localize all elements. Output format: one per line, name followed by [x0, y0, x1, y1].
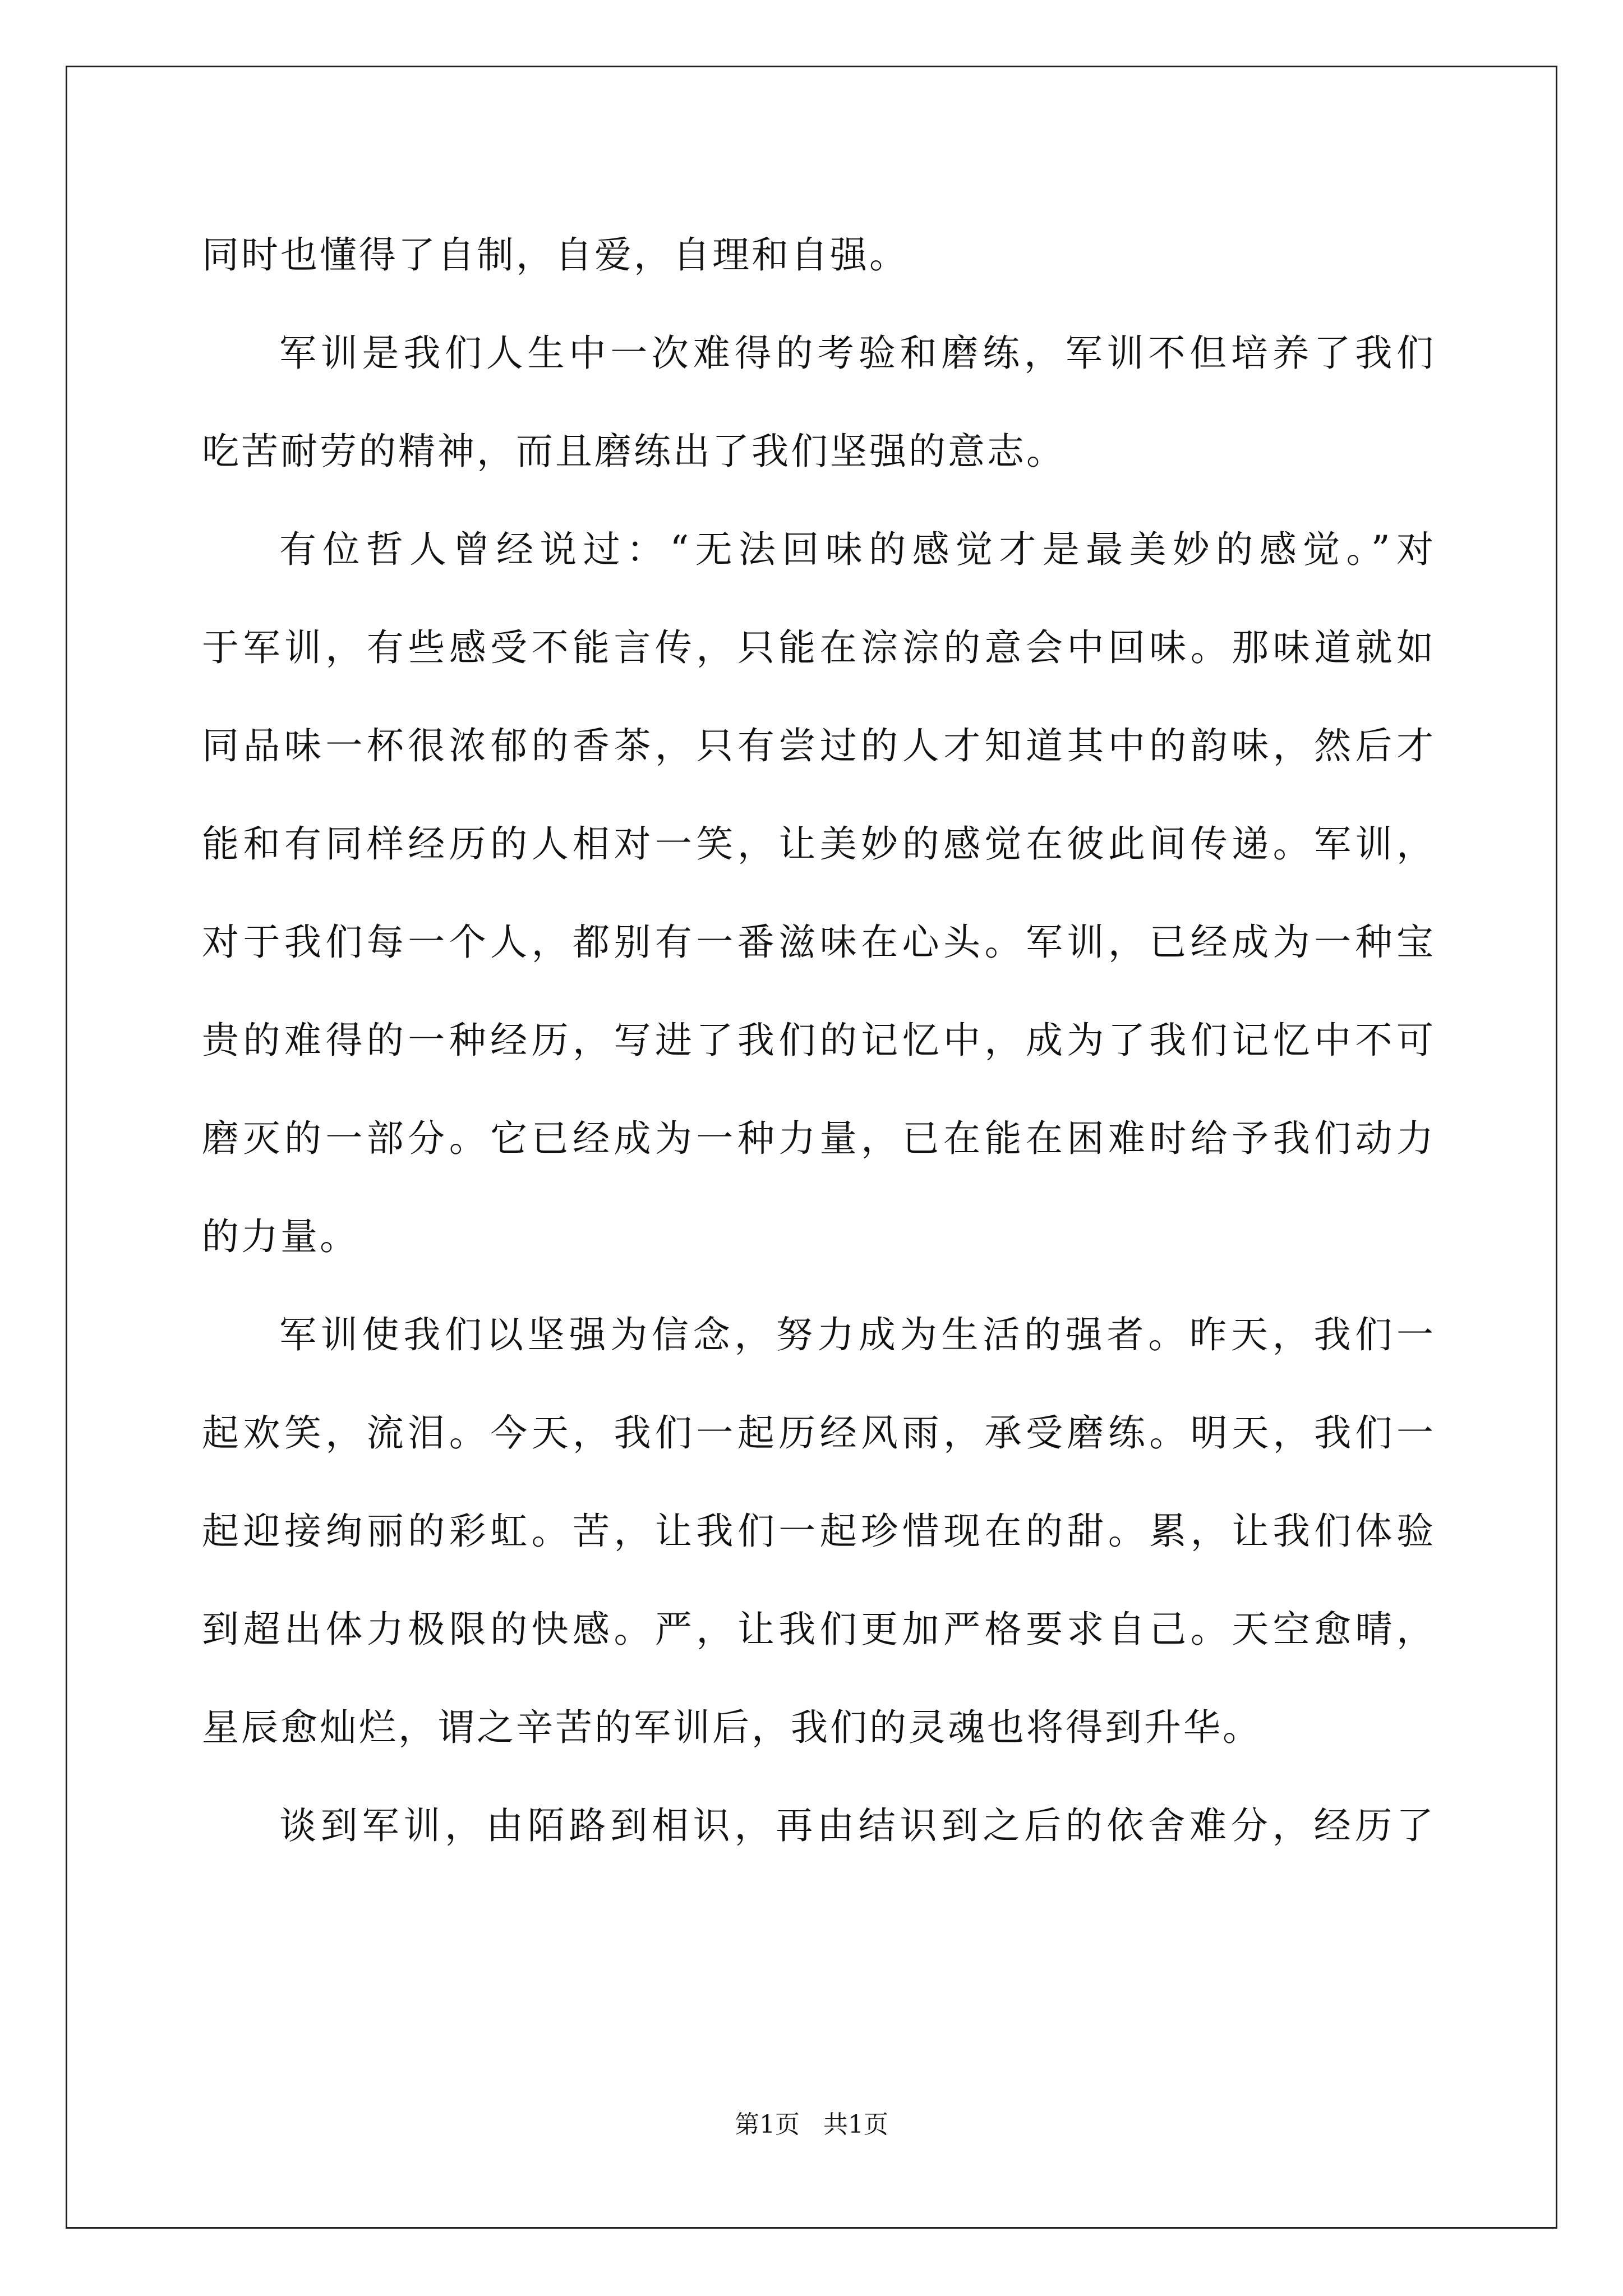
text-line: 星辰愈灿烂，谓之辛苦的军训后，我们的灵魂也将得到升华。 [202, 1706, 1262, 1749]
document-body [202, 213, 1436, 1882]
text-line: 到超出体力极限的快感。严，让我们更加严格要求自己。天空愈晴， [202, 1608, 1436, 1651]
text-line: 同品味一杯很浓郁的香茶，只有尝过的人才知道其中的韵味，然后才 [202, 724, 1436, 767]
footer-spacer [800, 2110, 823, 2139]
text-line: 起迎接绚丽的彩虹。苦，让我们一起珍惜现在的甜。累，让我们体验 [202, 1510, 1436, 1553]
text-line: 贵的难得的一种经历，写进了我们的记忆中，成为了我们记忆中不可 [202, 1019, 1436, 1062]
page-number: 第1页 [735, 2110, 800, 2139]
text-line: 磨灭的一部分。它已经成为一种力量，已在能在困难时给予我们动力 [202, 1117, 1436, 1160]
page-footer [0, 2108, 1623, 2142]
text-line: 军训使我们以坚强为信念，努力成为生活的强者。昨天，我们一 [279, 1313, 1436, 1356]
text-line: 的力量。 [202, 1215, 359, 1258]
text-line: 于军训，有些感受不能言传，只能在淙淙的意会中回味。那味道就如 [202, 626, 1436, 669]
page-total: 共1页 [823, 2110, 888, 2139]
text-line: 军训是我们人生中一次难得的考验和磨练，军训不但培养了我们 [279, 332, 1436, 375]
text-line: 有位哲人曾经说过：“无法回味的感觉才是最美妙的感觉。”对 [279, 528, 1436, 571]
text-line: 同时也懂得了自制，自爱，自理和自强。 [202, 233, 909, 277]
text-line: 吃苦耐劳的精神，而且磨练出了我们坚强的意志。 [202, 430, 1066, 473]
text-line: 起欢笑，流泪。今天，我们一起历经风雨，承受磨练。明天，我们一 [202, 1411, 1436, 1455]
text-line: 谈到军训，由陌路到相识，再由结识到之后的依舍难分，经历了 [279, 1804, 1436, 1847]
text-line: 对于我们每一个人，都别有一番滋味在心头。军训，已经成为一种宝 [202, 921, 1436, 964]
text-line: 能和有同样经历的人相对一笑，让美妙的感觉在彼此间传递。军训， [202, 822, 1436, 866]
